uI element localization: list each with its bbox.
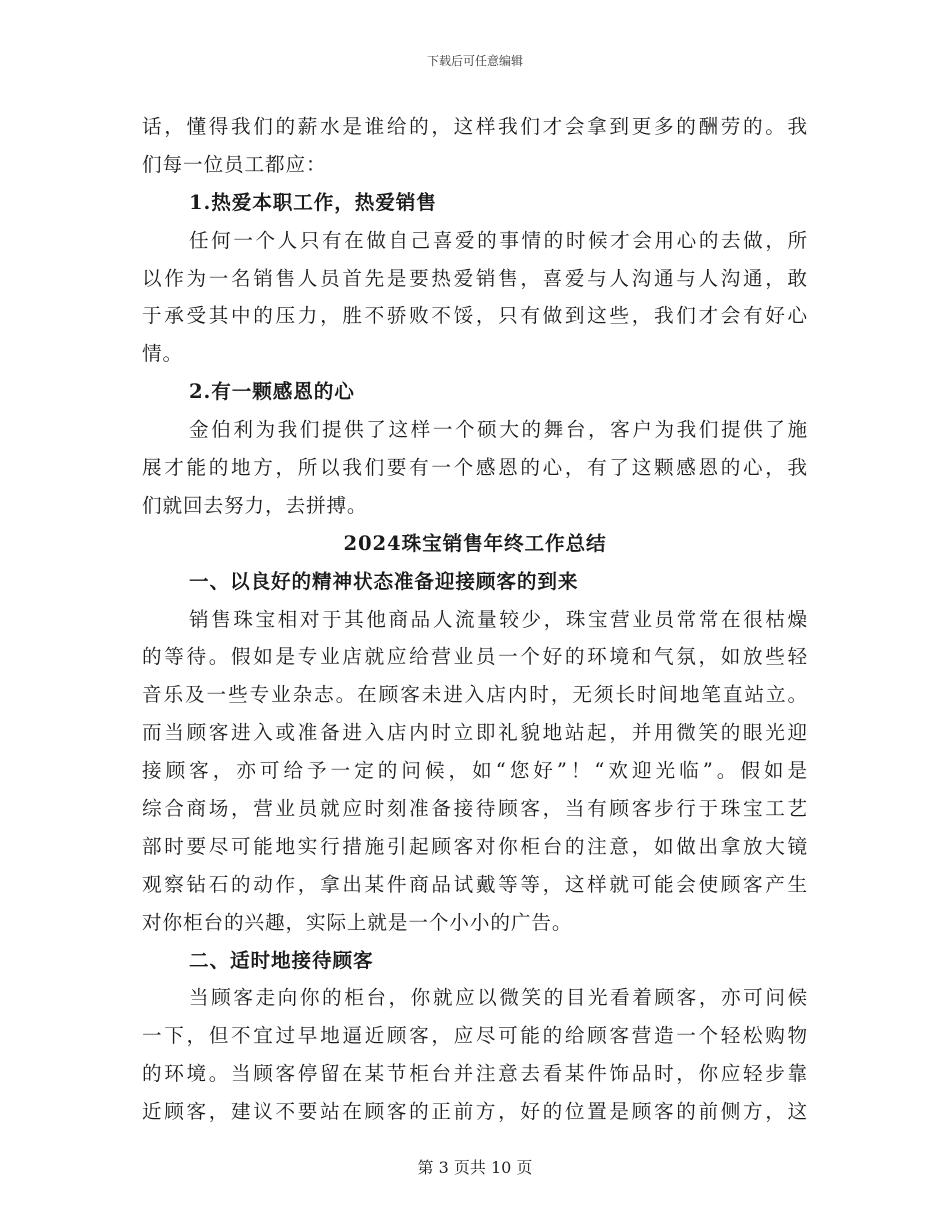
section-heading: 二、适时地接待顾客 [189, 948, 374, 972]
paragraph-line: 而当顾客进入或准备进入店内时立即礼貌地站起，并用微笑的眼光迎 [142, 721, 808, 745]
paragraph-line: 任何一个人只有在做自己喜爱的事情的时候才会用心的去做，所 [189, 228, 808, 252]
paragraph-line: 对你柜台的兴趣，实际上就是一个小小的广告。 [142, 910, 573, 934]
section-heading: 2.有一颗感恩的心 [189, 380, 355, 404]
paragraph-line: 情。 [142, 342, 183, 366]
paragraph-line: 金伯利为我们提供了这样一个硕大的舞台，客户为我们提供了施 [189, 418, 808, 442]
page-header: 下载后可任意编辑 [426, 54, 523, 68]
paragraph-line: 观察钻石的动作，拿出某件商品试戴等等，这样就可能会使顾客产生 [142, 872, 808, 896]
paragraph-line: 的环境。当顾客停留在某节柜台并注意去看某件饰品时，你应轻步靠 [142, 1062, 808, 1086]
paragraph-line: 话，懂得我们的薪水是谁给的，这样我们才会拿到更多的酬劳的。我 [142, 115, 808, 138]
paragraph-line: 们就回去努力，去拼搏。 [142, 493, 368, 517]
paragraph-line: 于承受其中的压力，胜不骄败不馁，只有做到这些，我们才会有好心 [142, 304, 808, 328]
paragraph-line: 的等待。假如是专业店就应给营业员一个好的环境和气氛，如放些轻 [142, 645, 808, 669]
paragraph-line: 音乐及一些专业杂志。在顾客未进入店内时，无须长时间地笔直站立。 [142, 683, 808, 707]
paragraph-line: 近顾客，建议不要站在顾客的正前方，好的位置是顾客的前侧方，这 [142, 1100, 808, 1124]
page-footer: 第 3 页共 10 页 [417, 1158, 533, 1177]
paragraph-line: 展才能的地方，所以我们要有一个感恩的心，有了这颗感恩的心，我 [142, 456, 808, 480]
paragraph-line: 销售珠宝相对于其他商品人流量较少，珠宝营业员常常在很枯燥 [189, 607, 808, 631]
section-heading: 1.热爱本职工作，热爱销售 [189, 190, 437, 214]
paragraph-line: 接顾客，亦可给予一定的问候，如“您好”！“欢迎光临”。假如是 [142, 759, 808, 783]
paragraph-line: 当顾客走向你的柜台，你就应以微笑的目光看着顾客，亦可问候 [189, 986, 808, 1010]
paragraph-line: 综合商场，营业员就应时刻准备接待顾客，当有顾客步行于珠宝工艺 [142, 797, 808, 821]
paragraph-line: 们每一位员工都应： [142, 152, 327, 176]
document-title: 2024珠宝销售年终工作总结 [343, 531, 607, 555]
section-heading: 一、以良好的精神状态准备迎接顾客的到来 [189, 569, 579, 593]
paragraph-line: 一下，但不宜过早地逼近顾客，应尽可能的给顾客营造一个轻松购物 [142, 1024, 808, 1048]
document-body [142, 108, 808, 1131]
paragraph-line: 部时要尽可能地实行措施引起顾客对你柜台的注意，如做出拿放大镜 [142, 834, 808, 858]
paragraph-line: 以作为一名销售人员首先是要热爱销售，喜爱与人沟通与人沟通，敢 [142, 266, 808, 290]
